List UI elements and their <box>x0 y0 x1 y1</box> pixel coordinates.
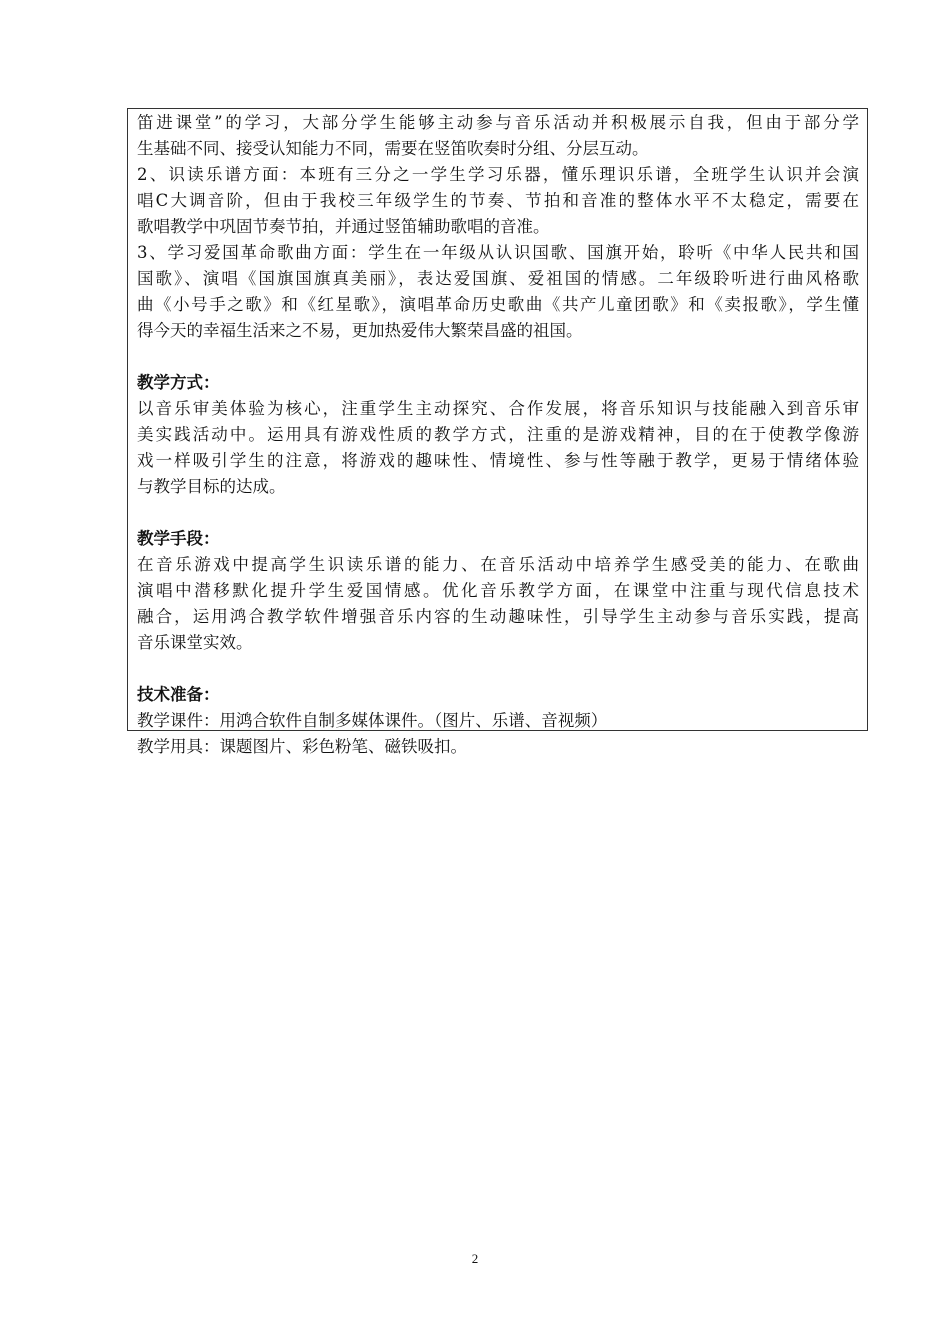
text-line: 笛进课堂”的学习，大部分学生能够主动参与音乐活动并积极展示自我，但由于部分学 <box>137 113 859 132</box>
text-line: 生基础不同、接受认知能力不同，需要在竖笛吹奏时分组、分层互动。 <box>137 139 649 158</box>
text-line: 唱C大调音阶，但由于我校三年级学生的节奏、节拍和音准的整体水平不太稳定，需要在 <box>137 191 859 210</box>
text-line: 2、识读乐谱方面：本班有三分之一学生学习乐器，懂乐理识乐谱，全班学生认识并会演 <box>137 165 859 184</box>
text-line: 演唱中潜移默化提升学生爱国情感。优化音乐教学方面，在课堂中注重与现代信息技术 <box>137 581 859 600</box>
section-heading-teaching-means: 教学手段： <box>137 529 220 548</box>
content-table-cell <box>127 108 868 756</box>
blank-line <box>137 500 859 526</box>
blank-line <box>137 344 859 370</box>
text-line: 教学用具：课题图片、彩色粉笔、磁铁吸扣。 <box>137 737 467 756</box>
text-line: 国歌》、演唱《国旗国旗真美丽》，表达爱国旗、爱祖国的情感。二年级聆听进行曲风格歌 <box>137 269 859 288</box>
text-line: 以音乐审美体验为核心，注重学生主动探究、合作发展，将音乐知识与技能融入到音乐审 <box>137 399 859 418</box>
page-number: 2 <box>471 1251 479 1266</box>
text-line: 融合，运用鸿合教学软件增强音乐内容的生动趣味性，引导学生主动参与音乐实践，提高 <box>137 607 859 626</box>
text-line: 在音乐游戏中提高学生识读乐谱的能力、在音乐活动中培养学生感受美的能力、在歌曲 <box>137 555 859 574</box>
section-heading-teaching-method: 教学方式： <box>137 373 220 392</box>
text-line: 美实践活动中。运用具有游戏性质的教学方式，注重的是游戏精神，目的在于使教学像游 <box>137 425 859 444</box>
text-line: 音乐课堂实效。 <box>137 633 253 652</box>
text-line: 戏一样吸引学生的注意，将游戏的趣味性、情境性、参与性等融于教学，更易于情绪体验 <box>137 451 859 470</box>
text-line: 3、学习爱国革命歌曲方面：学生在一年级从认识国歌、国旗开始，聆听《中华人民共和国 <box>137 243 859 262</box>
text-line: 曲《小号手之歌》和《红星歌》，演唱革命历史歌曲《共产儿童团歌》和《卖报歌》，学生懂 <box>137 295 859 314</box>
text-line: 与教学目标的达成。 <box>137 477 286 496</box>
section-heading-tech-prep: 技术准备： <box>137 685 220 704</box>
text-line: 得今天的幸福生活来之不易，更加热爱伟大繁荣昌盛的祖国。 <box>137 321 583 340</box>
text-line: 教学课件：用鸿合软件自制多媒体课件。（图片、乐谱、音视频） <box>137 711 608 730</box>
blank-line <box>137 656 859 682</box>
text-line: 歌唱教学中巩固节奏节拍，并通过竖笛辅助歌唱的音准。 <box>137 217 550 236</box>
